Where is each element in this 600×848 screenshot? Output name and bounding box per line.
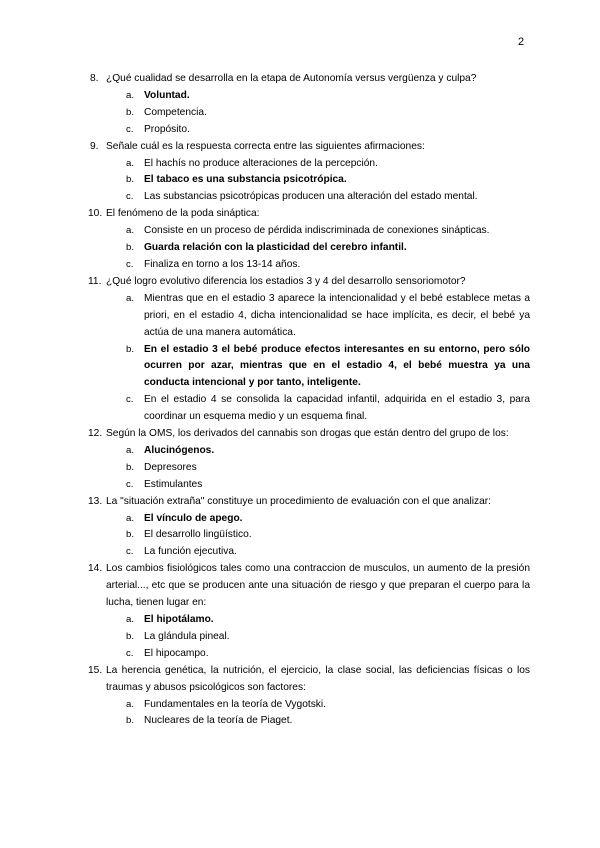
question-number: 12. [88,428,103,440]
answer-option [106,189,530,206]
question-13 [90,494,530,562]
option-text: Consiste en un proceso de pérdida indiscriminada de conexiones sinápticas. [144,225,490,237]
question-14 [90,561,530,662]
answer-option-correct [106,342,530,393]
answer-options [106,88,530,139]
option-letter: a. [126,89,135,101]
option-text: La glándula pineal. [144,630,230,642]
question-number: 13. [88,495,103,507]
option-letter: c. [126,478,134,490]
question-text: ¿Qué cualidad se desarrolla en la etapa de Autonomía versus vergüenza y culpa? [106,73,477,84]
answer-option [106,544,530,561]
option-letter: b. [126,461,135,473]
answer-option [106,713,530,730]
answer-option [106,156,530,173]
option-letter: a. [126,157,135,169]
question-number: 15. [88,664,103,676]
option-letter: a. [126,512,135,524]
answer-option [106,646,530,663]
answer-option [106,392,530,426]
option-text: En el estadio 3 el bebé produce efectos interesantes en su entorno, pero sólo ocurren por azar, mientras que en el estadio 4, el bebé muestra ya una conducta intencional y por tanto, inteligente. [144,343,530,389]
option-letter: b. [126,242,135,254]
answer-options [106,291,530,426]
option-text: Propósito. [144,123,190,135]
question-number: 9. [90,140,99,152]
option-letter: c. [126,191,134,203]
option-letter: a. [126,292,135,304]
option-text: El hipocampo. [144,647,209,659]
question-text: El fenómeno de la poda sináptica: [106,208,260,220]
option-text: El hachís no produce alteraciones de la percepción. [144,157,378,169]
answer-options [106,612,530,663]
question-list [90,71,530,730]
answer-option [106,122,530,139]
question-text: Según la OMS, los derivados del cannabis son drogas que están dentro del grupo de los: [106,428,509,440]
option-text: El hipotálamo. [144,614,214,625]
question-8 [90,71,530,139]
option-text: Estimulantes [144,478,203,490]
question-9 [90,139,530,207]
option-text: Las substancias psicotrópicas producen una alteración del estado mental. [144,191,478,203]
option-letter: c. [126,394,134,406]
answer-option [106,291,530,342]
option-text: El desarrollo lingüístico. [144,529,252,541]
option-text: Nucleares de la teoría de Piaget. [144,715,293,727]
option-letter: a. [126,698,135,710]
option-letter: b. [126,715,135,727]
answer-option [106,697,530,714]
option-text: Fundamentales en la teoría de Vygotski. [144,698,326,710]
answer-option-correct [106,443,530,460]
answer-options [106,223,530,274]
option-text: El vínculo de apego. [144,512,243,524]
question-text: Señale cuál es la respuesta correcta entre las siguientes afirmaciones: [106,140,425,152]
answer-option [106,105,530,122]
answer-option-correct [106,88,530,105]
answer-option [106,629,530,646]
question-text: ¿Qué logro evolutivo diferencia los estadios 3 y 4 del desarrollo sensoriomotor? [106,275,466,287]
answer-option-correct [106,511,530,528]
option-text: Voluntad. [144,89,190,101]
page-number: 2 [518,36,525,48]
question-number: 11. [88,275,102,287]
answer-option-correct [106,612,530,629]
answer-option [106,460,530,477]
question-text: La "situación extraña" constituye un procedimiento de evaluación con el que analizar: [106,495,491,507]
option-letter: c. [126,123,134,135]
answer-options [106,697,530,731]
option-text: Competencia. [144,106,207,118]
answer-option [106,477,530,494]
answer-options [106,156,530,207]
option-text: En el estadio 4 se consolida la capacidad infantil, adquirida en el estadio 3, para coordinar un esquema medio y un esquema final. [144,394,530,423]
answer-option [106,223,530,240]
option-text: Alucinógenos. [144,444,215,456]
option-letter: c. [126,647,134,659]
question-text: La herencia genética, la nutrición, el ejercicio, la clase social, las deficiencias físicas o los traumas y abusos psicológicos son factores: [106,664,530,693]
answer-options [106,511,530,562]
option-letter: a. [126,225,135,237]
question-number: 14. [88,563,103,575]
question-number: 8. [90,73,99,84]
option-letter: a. [126,444,135,456]
option-text: Finaliza en torno a los 13-14 años. [144,258,301,270]
question-15 [90,663,530,731]
option-letter: b. [126,529,135,541]
option-letter: c. [126,546,134,558]
answer-option-correct [106,172,530,189]
option-text: Mientras que en el estadio 3 aparece la intencionalidad y el bebé establece metas a priori, en el estadio 4, dicha intencionalidad se hace implícita, es decir, el bebé ya actúa de una manera automática. [144,292,530,338]
option-letter: b. [126,630,135,642]
question-12 [90,426,530,494]
answer-option [106,527,530,544]
option-letter: b. [126,174,135,186]
option-letter: c. [126,258,134,270]
question-number: 10. [88,208,103,220]
question-text: Los cambios fisiológicos tales como una contraccion de musculos, un aumento de la presión arterial..., etc que se producen ante una situación de riesgo y que preparan el cuerpo para la lucha, tienen lugar en: [106,563,530,609]
option-text: El tabaco es una substancia psicotrópica. [144,174,347,186]
option-text: Depresores [144,461,197,473]
option-letter: a. [126,614,135,625]
option-text: La función ejecutiva. [144,546,237,558]
question-10 [90,206,530,274]
option-text: Guarda relación con la plasticidad del cerebro infantil. [144,242,407,254]
option-letter: b. [126,343,135,355]
question-11 [90,274,530,426]
answer-options [106,443,530,494]
option-letter: b. [126,106,135,118]
answer-option [106,257,530,274]
answer-option-correct [106,240,530,257]
